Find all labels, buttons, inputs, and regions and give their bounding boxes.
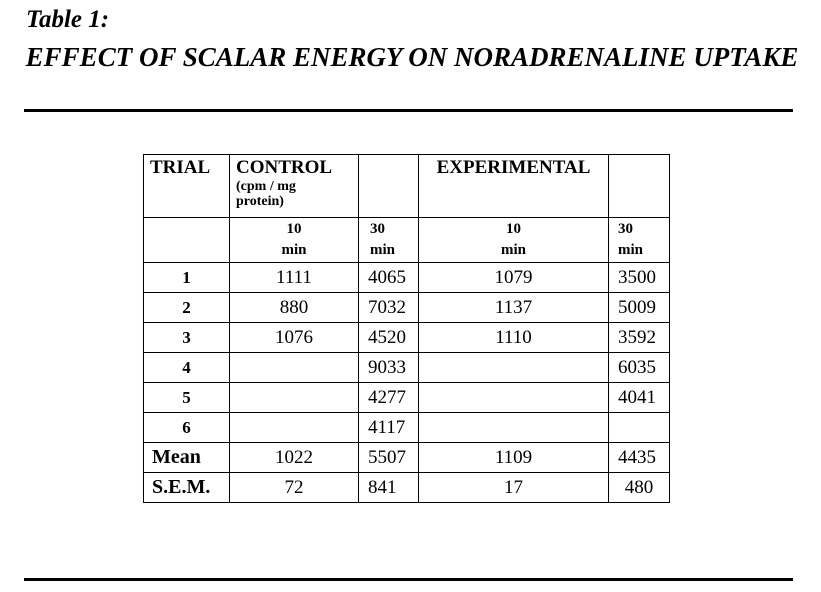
ctrl-10-cell: 880: [230, 293, 359, 323]
trial-cell: 6: [144, 413, 230, 443]
exp-30-cell: [609, 413, 670, 443]
ctrl-10-cell: [230, 383, 359, 413]
table-caption: Table 1:: [26, 6, 110, 33]
header-trial-label: TRIAL: [150, 157, 211, 178]
mean-ctrl-30: 5507: [359, 443, 419, 473]
mean-label: Mean: [144, 443, 230, 473]
mean-row: [144, 443, 670, 473]
mean-ctrl-10: 1022: [230, 443, 359, 473]
header-control: [230, 155, 359, 218]
subheader-ctrl-10-label: 10 min: [281, 221, 307, 258]
trial-cell: 5: [144, 383, 230, 413]
trial-cell: 3: [144, 323, 230, 353]
header-row: [144, 155, 670, 218]
table-row: [144, 323, 670, 353]
sem-exp-30: 480: [609, 473, 670, 503]
exp-10-cell: [419, 413, 609, 443]
ctrl-30-cell: 7032: [359, 293, 419, 323]
subheader-exp-10: [419, 218, 609, 263]
exp-30-cell: 5009: [609, 293, 670, 323]
sem-ctrl-30: 841: [359, 473, 419, 503]
sem-row: [144, 473, 670, 503]
ctrl-30-cell: 9033: [359, 353, 419, 383]
trial-cell: 4: [144, 353, 230, 383]
exp-10-cell: 1137: [419, 293, 609, 323]
subheader-exp-30-label: 30 min: [618, 221, 644, 258]
exp-30-cell: 3592: [609, 323, 670, 353]
sem-ctrl-10: 72: [230, 473, 359, 503]
header-blank-1: [359, 155, 419, 218]
sem-exp-10: 17: [419, 473, 609, 503]
subheader-exp-10-label: 10 min: [500, 221, 526, 258]
ctrl-10-cell: 1076: [230, 323, 359, 353]
exp-10-cell: 1110: [419, 323, 609, 353]
ctrl-10-cell: 1111: [230, 263, 359, 293]
table-row: [144, 293, 670, 323]
ctrl-10-cell: [230, 413, 359, 443]
table-row: [144, 383, 670, 413]
ctrl-30-cell: 4520: [359, 323, 419, 353]
trial-cell: 2: [144, 293, 230, 323]
sem-label: S.E.M.: [144, 473, 230, 503]
ctrl-30-cell: 4065: [359, 263, 419, 293]
table-row: [144, 263, 670, 293]
table-row: [144, 353, 670, 383]
header-experimental: EXPERIMENTAL: [419, 155, 609, 218]
trial-cell: 1: [144, 263, 230, 293]
exp-10-cell: [419, 353, 609, 383]
exp-10-cell: 1079: [419, 263, 609, 293]
subheader-blank: [144, 218, 230, 263]
table-row: [144, 413, 670, 443]
header-blank-2: [609, 155, 670, 218]
subheader-row: [144, 218, 670, 263]
header-control-unit: (cpm / mg protein): [236, 179, 296, 209]
bottom-rule: [24, 578, 793, 581]
mean-exp-30: 4435: [609, 443, 670, 473]
data-table: [143, 154, 670, 503]
header-trial: [144, 155, 230, 218]
subheader-ctrl-30-label: 30 min: [370, 221, 396, 258]
exp-30-cell: 3500: [609, 263, 670, 293]
ctrl-30-cell: 4277: [359, 383, 419, 413]
exp-30-cell: 6035: [609, 353, 670, 383]
ctrl-10-cell: [230, 353, 359, 383]
exp-30-cell: 4041: [609, 383, 670, 413]
top-rule: [24, 109, 793, 112]
subheader-ctrl-30: [359, 218, 419, 263]
mean-exp-10: 1109: [419, 443, 609, 473]
header-control-label: CONTROL: [236, 157, 333, 178]
table-title: EFFECT OF SCALAR ENERGY ON NORADRENALINE UPTAKE: [25, 42, 799, 72]
subheader-ctrl-10: [230, 218, 359, 263]
ctrl-30-cell: 4117: [359, 413, 419, 443]
exp-10-cell: [419, 383, 609, 413]
subheader-exp-30: [609, 218, 670, 263]
